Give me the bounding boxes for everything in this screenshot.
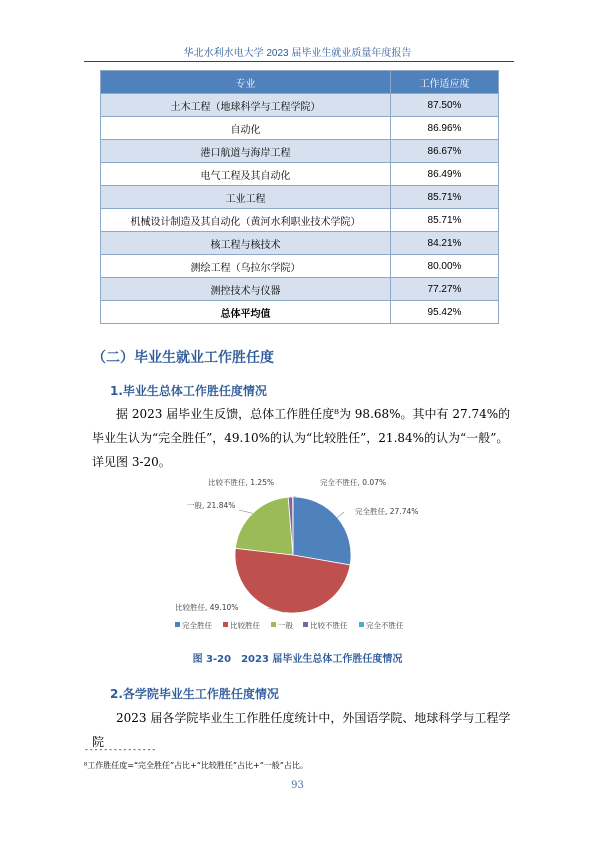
- cell-major: 机械设计制造及其自动化（黄河水利职业技术学院）: [101, 209, 391, 232]
- cell-major: 电气工程及其自动化: [101, 163, 391, 186]
- legend-label-5: 完全不胜任: [366, 621, 404, 630]
- cell-major: 自动化: [101, 117, 391, 140]
- cell-value: 80.00%: [391, 255, 499, 278]
- cell-value: 95.42%: [391, 301, 499, 324]
- col-header-major: 专业: [101, 71, 391, 94]
- legend-swatch-4: [303, 622, 308, 627]
- cell-value: 86.67%: [391, 140, 499, 163]
- table-row: [101, 232, 499, 255]
- table-row: [101, 140, 499, 163]
- cell-value: 85.71%: [391, 209, 499, 232]
- cell-value: 85.71%: [391, 186, 499, 209]
- figure-caption: 图 3-20 2023 届毕业生总体工作胜任度情况: [192, 654, 403, 665]
- cell-value: 86.49%: [391, 163, 499, 186]
- paragraph-1: 据 2023 届毕业生反馈，总体工作胜任度⁸为 98.68%。其中有 27.74%的毕业生认为“完全胜任”，49.10%的认为“比较胜任”，21.84%的认为“一般”。详见图 3-20。: [92, 407, 511, 469]
- legend-swatch-5: [359, 622, 364, 627]
- table-row: [101, 255, 499, 278]
- cell-major: 总体平均值: [101, 301, 391, 324]
- section-title: （二）毕业生就业工作胜任度: [92, 350, 274, 366]
- data-label-2: 比较胜任, 49.10%: [175, 603, 239, 612]
- legend-label-4: 比较不胜任: [310, 621, 348, 630]
- cell-major: 港口航道与海岸工程: [101, 140, 391, 163]
- header-divider: [84, 61, 514, 62]
- table-row: [101, 94, 499, 117]
- cell-major: 测控技术与仪器: [101, 278, 391, 301]
- table-row: [101, 209, 499, 232]
- footnote-rule: ---------------: [84, 745, 157, 754]
- cell-major: 工业工程: [101, 186, 391, 209]
- legend-label-1: 完全胜任: [182, 621, 212, 630]
- table-header-row: [101, 71, 499, 94]
- legend-swatch-2: [223, 622, 228, 627]
- legend-label-2: 比较胜任: [230, 621, 260, 630]
- col-header-value: 工作适应度: [391, 71, 499, 94]
- legend-swatch-3: [271, 622, 276, 627]
- competency-pie-chart: [150, 470, 450, 640]
- legend-swatch-1: [175, 622, 180, 627]
- data-label-3: 一般, 21.84%: [187, 501, 236, 510]
- cell-major: 测绘工程（乌拉尔学院）: [101, 255, 391, 278]
- leader-line-3: [239, 510, 253, 513]
- subsection-title-2: 2.各学院毕业生工作胜任度情况: [110, 687, 279, 701]
- table-row: [101, 186, 499, 209]
- cell-value: 77.27%: [391, 278, 499, 301]
- pie-slice-1: [293, 497, 351, 565]
- pie-slice-3: [235, 497, 293, 555]
- cell-value: 84.21%: [391, 232, 499, 255]
- data-label-1: 完全胜任, 27.74%: [355, 507, 419, 516]
- leader-line-1: [337, 512, 344, 518]
- cell-major: 核工程与核技术: [101, 232, 391, 255]
- data-label-4: 比较不胜任, 1.25%: [208, 478, 275, 487]
- cell-value: 86.96%: [391, 117, 499, 140]
- subsection-title-1: 1.毕业生总体工作胜任度情况: [110, 384, 267, 398]
- table-row: [101, 117, 499, 140]
- table-row: [101, 278, 499, 301]
- data-label-5: 完全不胜任, 0.07%: [320, 478, 387, 487]
- footnote: ⁸工作胜任度=“完全胜任”占比+“比较胜任”占比+“一般”占比。: [84, 761, 308, 770]
- table-row: [101, 163, 499, 186]
- adaptation-table: [100, 70, 499, 324]
- table-row-average: [101, 301, 499, 324]
- cell-value: 87.50%: [391, 94, 499, 117]
- paragraph-2: 2023 届各学院毕业生工作胜任度统计中，外国语学院、地球科学与工程学院: [92, 711, 511, 749]
- cell-major: 土木工程（地球科学与工程学院）: [101, 94, 391, 117]
- legend-label-3: 一般: [278, 621, 293, 630]
- running-header: 华北水利水电大学 2023 届毕业生就业质量年度报告: [183, 48, 412, 59]
- page-number: 93: [291, 780, 304, 791]
